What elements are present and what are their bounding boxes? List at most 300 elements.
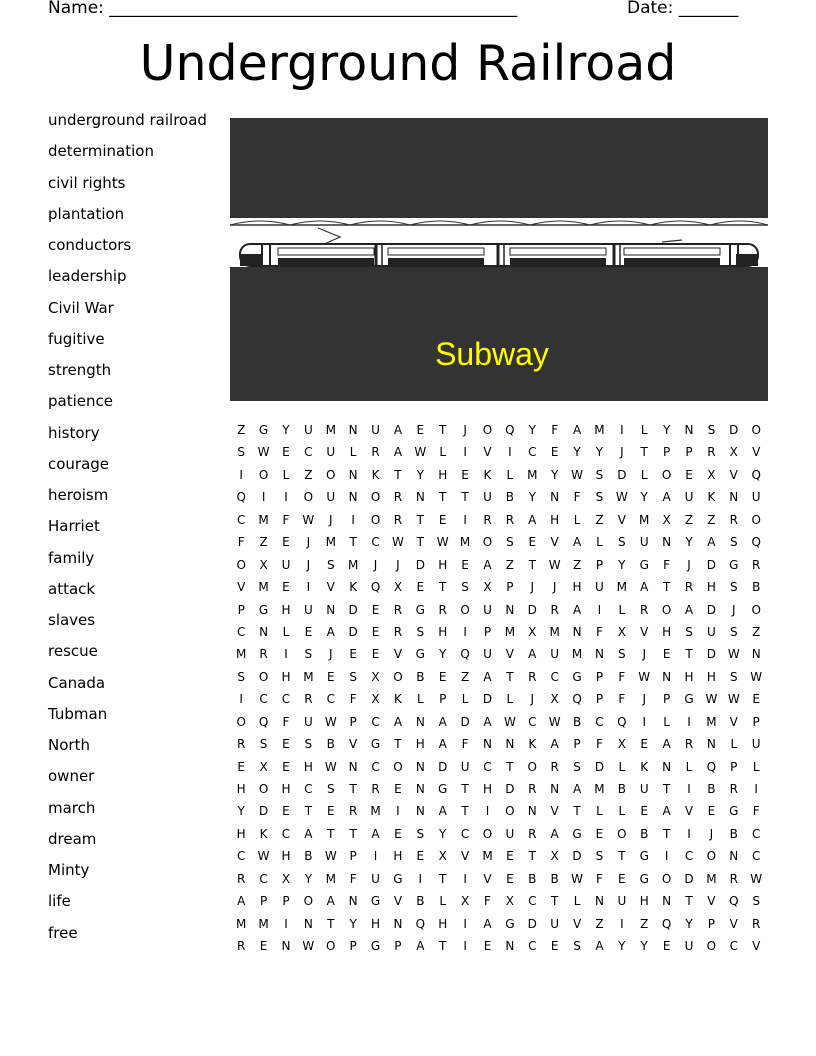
grid-letter[interactable]: E — [282, 580, 290, 595]
grid-letter[interactable]: S — [237, 445, 245, 460]
grid-letter[interactable]: V — [640, 624, 649, 639]
grid-letter[interactable]: J — [642, 647, 646, 662]
grid-letter[interactable]: Z — [237, 423, 246, 437]
grid-letter[interactable]: C — [483, 759, 492, 774]
grid-letter[interactable]: R — [505, 512, 515, 527]
grid-letter[interactable]: Z — [259, 535, 268, 550]
grid-letter[interactable]: K — [483, 467, 492, 482]
grid-letter[interactable]: E — [282, 535, 290, 550]
grid-letter[interactable]: U — [326, 445, 336, 460]
grid-letter[interactable]: U — [684, 939, 694, 954]
grid-letter[interactable]: M — [571, 647, 583, 662]
grid-letter[interactable]: L — [461, 692, 469, 707]
grid-letter[interactable]: J — [530, 580, 535, 595]
grid-letter[interactable]: M — [549, 624, 560, 639]
grid-letter[interactable]: S — [237, 669, 245, 684]
grid-letter[interactable]: M — [639, 512, 650, 527]
grid-letter[interactable]: Q — [572, 692, 582, 707]
grid-letter[interactable]: S — [595, 849, 604, 864]
grid-letter[interactable]: X — [259, 759, 268, 774]
grid-letter[interactable]: N — [505, 737, 515, 752]
grid-letter[interactable]: E — [282, 804, 290, 819]
grid-letter[interactable]: E — [304, 624, 313, 639]
grid-letter[interactable]: Y — [237, 804, 245, 819]
grid-letter[interactable]: N — [550, 782, 560, 796]
grid-letter[interactable]: D — [415, 557, 425, 572]
grid-letter[interactable]: F — [618, 669, 626, 684]
grid-letter[interactable]: S — [729, 624, 738, 639]
grid-letter[interactable]: R — [304, 692, 313, 707]
grid-letter[interactable]: P — [730, 759, 738, 774]
grid-letter[interactable]: X — [281, 871, 291, 886]
grid-letter[interactable]: V — [393, 647, 403, 662]
grid-letter[interactable]: F — [551, 423, 559, 437]
grid-letter[interactable]: E — [483, 939, 492, 954]
grid-letter[interactable]: A — [438, 714, 447, 729]
grid-letter[interactable]: H — [438, 467, 448, 482]
grid-letter[interactable]: U — [505, 826, 515, 841]
grid-letter[interactable]: Y — [618, 557, 626, 572]
grid-letter[interactable]: B — [572, 714, 582, 729]
grid-letter[interactable]: F — [595, 737, 603, 752]
grid-letter[interactable]: Q — [706, 759, 717, 774]
grid-letter[interactable]: O — [661, 467, 672, 482]
grid-letter[interactable]: C — [528, 714, 537, 729]
grid-letter[interactable]: H — [438, 557, 448, 572]
grid-letter[interactable]: K — [349, 580, 358, 595]
grid-letter[interactable]: U — [639, 535, 649, 550]
grid-letter[interactable]: D — [438, 759, 448, 774]
grid-letter[interactable]: A — [237, 894, 246, 909]
grid-letter[interactable]: M — [527, 467, 538, 482]
grid-letter[interactable]: L — [596, 535, 603, 550]
grid-letter[interactable]: J — [328, 647, 333, 662]
grid-letter[interactable]: Y — [573, 445, 581, 460]
grid-letter[interactable]: X — [438, 849, 447, 864]
grid-letter[interactable]: H — [236, 826, 246, 841]
grid-letter[interactable]: H — [438, 916, 448, 931]
grid-letter[interactable]: L — [752, 759, 760, 774]
grid-letter[interactable]: W — [615, 490, 628, 505]
grid-letter[interactable]: M — [303, 669, 314, 684]
grid-letter[interactable]: R — [528, 782, 537, 796]
grid-letter[interactable]: E — [662, 647, 671, 662]
grid-letter[interactable]: P — [595, 557, 604, 572]
grid-letter[interactable]: O — [370, 512, 381, 527]
grid-letter[interactable]: C — [595, 714, 604, 729]
grid-letter[interactable]: O — [258, 467, 269, 482]
grid-letter[interactable]: R — [640, 602, 649, 617]
grid-letter[interactable]: V — [550, 535, 559, 550]
grid-letter[interactable]: R — [528, 669, 537, 684]
grid-letter[interactable]: T — [304, 804, 313, 819]
grid-letter[interactable]: T — [349, 826, 357, 841]
grid-letter[interactable]: E — [394, 782, 402, 796]
grid-letter[interactable]: L — [439, 445, 447, 460]
grid-letter[interactable]: X — [707, 467, 716, 482]
grid-letter[interactable]: N — [594, 894, 604, 909]
grid-letter[interactable]: V — [483, 445, 492, 460]
grid-letter[interactable]: P — [506, 580, 514, 595]
grid-letter[interactable]: R — [752, 557, 761, 572]
grid-letter[interactable]: S — [506, 535, 514, 550]
grid-letter[interactable]: T — [506, 759, 514, 774]
grid-letter[interactable]: I — [463, 624, 467, 639]
grid-letter[interactable]: I — [463, 871, 467, 886]
grid-letter[interactable]: Q — [729, 894, 739, 909]
grid-letter[interactable]: F — [618, 692, 626, 707]
grid-letter[interactable]: N — [348, 490, 358, 505]
grid-letter[interactable]: X — [550, 692, 559, 707]
grid-letter[interactable]: R — [550, 759, 559, 774]
grid-letter[interactable]: E — [371, 602, 380, 617]
grid-letter[interactable]: Z — [460, 669, 470, 684]
grid-letter[interactable]: N — [415, 714, 425, 729]
grid-letter[interactable]: N — [751, 647, 761, 662]
grid-letter[interactable]: E — [685, 467, 693, 482]
grid-letter[interactable]: H — [281, 669, 291, 684]
grid-letter[interactable]: Y — [349, 916, 357, 931]
grid-letter[interactable]: E — [550, 939, 559, 954]
grid-letter[interactable]: T — [685, 647, 693, 662]
grid-letter[interactable]: T — [461, 490, 469, 505]
grid-letter[interactable]: I — [239, 467, 243, 482]
grid-letter[interactable]: G — [258, 423, 269, 437]
grid-letter[interactable]: C — [237, 849, 246, 864]
grid-letter[interactable]: O — [751, 423, 761, 437]
grid-letter[interactable]: T — [506, 669, 514, 684]
grid-letter[interactable]: M — [594, 782, 605, 796]
grid-letter[interactable]: F — [595, 871, 603, 886]
grid-letter[interactable]: V — [237, 580, 246, 595]
grid-letter[interactable]: A — [640, 580, 649, 595]
grid-letter[interactable]: D — [729, 423, 739, 437]
grid-letter[interactable]: M — [325, 871, 336, 886]
grid-letter[interactable]: I — [687, 826, 691, 841]
grid-letter[interactable]: A — [326, 894, 335, 909]
grid-letter[interactable]: U — [303, 602, 313, 617]
grid-letter[interactable]: C — [371, 759, 380, 774]
grid-letter[interactable]: E — [438, 669, 447, 684]
grid-letter[interactable]: B — [505, 490, 514, 505]
grid-letter[interactable]: C — [460, 826, 470, 841]
grid-letter[interactable]: D — [527, 602, 537, 617]
grid-letter[interactable]: A — [483, 714, 492, 729]
grid-letter[interactable]: S — [416, 826, 425, 841]
grid-letter[interactable]: T — [662, 580, 671, 595]
grid-letter[interactable]: E — [506, 849, 514, 864]
grid-letter[interactable]: I — [642, 714, 646, 729]
grid-letter[interactable]: O — [460, 602, 470, 617]
grid-letter[interactable]: D — [684, 871, 694, 886]
grid-letter[interactable]: G — [258, 602, 269, 617]
grid-letter[interactable]: I — [664, 849, 669, 864]
grid-letter[interactable]: G — [639, 871, 649, 886]
grid-letter[interactable]: M — [616, 580, 628, 595]
grid-letter[interactable]: Q — [751, 467, 761, 482]
grid-letter[interactable]: H — [662, 624, 672, 639]
grid-letter[interactable]: A — [393, 423, 403, 437]
grid-letter[interactable]: A — [483, 557, 492, 572]
grid-letter[interactable]: Z — [640, 916, 649, 931]
grid-letter[interactable]: B — [416, 669, 425, 684]
grid-letter[interactable]: T — [349, 535, 357, 550]
grid-letter[interactable]: R — [237, 737, 246, 752]
grid-letter[interactable]: L — [282, 624, 290, 639]
grid-letter[interactable]: X — [483, 580, 492, 595]
grid-letter[interactable]: A — [528, 512, 537, 527]
grid-letter[interactable]: I — [687, 714, 691, 729]
grid-letter[interactable]: H — [639, 894, 649, 909]
grid-letter[interactable]: D — [348, 624, 358, 639]
grid-letter[interactable]: U — [639, 782, 649, 796]
grid-letter[interactable]: U — [371, 871, 380, 886]
grid-letter[interactable]: W — [638, 669, 651, 684]
grid-letter[interactable]: D — [460, 714, 470, 729]
grid-letter[interactable]: H — [393, 849, 403, 864]
grid-letter[interactable]: W — [324, 849, 337, 864]
grid-letter[interactable]: B — [707, 782, 716, 796]
grid-letter[interactable]: Z — [304, 467, 313, 482]
grid-letter[interactable]: N — [415, 804, 425, 819]
grid-letter[interactable]: D — [617, 467, 627, 482]
grid-letter[interactable]: B — [752, 580, 761, 595]
grid-letter[interactable]: J — [328, 512, 333, 527]
grid-letter[interactable]: S — [349, 669, 357, 684]
grid-letter[interactable]: Y — [439, 647, 447, 662]
grid-letter[interactable]: V — [460, 849, 470, 864]
grid-letter[interactable]: T — [685, 894, 693, 909]
grid-letter[interactable]: Z — [505, 557, 514, 572]
grid-letter[interactable]: G — [415, 647, 425, 662]
grid-letter[interactable]: A — [550, 737, 559, 752]
grid-letter[interactable]: S — [685, 624, 693, 639]
grid-letter[interactable]: N — [662, 759, 672, 774]
grid-letter[interactable]: J — [552, 580, 557, 595]
grid-letter[interactable]: N — [393, 916, 403, 931]
grid-letter[interactable]: T — [640, 445, 648, 460]
grid-letter[interactable]: U — [707, 624, 716, 639]
grid-letter[interactable]: M — [325, 535, 336, 550]
grid-letter[interactable]: V — [729, 916, 738, 931]
grid-letter[interactable]: S — [729, 535, 738, 550]
grid-letter[interactable]: O — [258, 669, 269, 684]
grid-letter[interactable]: I — [463, 512, 467, 527]
grid-letter[interactable]: J — [620, 445, 624, 460]
grid-letter[interactable]: H — [438, 624, 448, 639]
grid-letter[interactable]: W — [324, 759, 337, 774]
grid-letter[interactable]: T — [461, 804, 469, 819]
grid-letter[interactable]: U — [460, 759, 470, 774]
grid-letter[interactable]: V — [572, 916, 582, 931]
grid-letter[interactable]: Y — [282, 423, 290, 437]
grid-letter[interactable]: E — [259, 939, 268, 954]
grid-letter[interactable]: B — [729, 826, 738, 841]
grid-letter[interactable]: H — [415, 737, 425, 752]
grid-letter[interactable]: R — [393, 624, 403, 639]
grid-letter[interactable]: T — [416, 512, 424, 527]
grid-letter[interactable]: V — [617, 512, 626, 527]
grid-letter[interactable]: E — [237, 759, 245, 774]
grid-letter[interactable]: G — [370, 737, 381, 752]
grid-letter[interactable]: U — [684, 490, 694, 505]
grid-letter[interactable]: F — [484, 894, 491, 909]
grid-letter[interactable]: H — [303, 759, 313, 774]
grid-letter[interactable]: I — [284, 916, 288, 931]
grid-letter[interactable]: L — [506, 467, 514, 482]
grid-letter[interactable]: I — [373, 849, 378, 864]
grid-letter[interactable]: B — [528, 871, 537, 886]
grid-letter[interactable]: E — [326, 669, 335, 684]
grid-letter[interactable]: M — [258, 916, 269, 931]
grid-letter[interactable]: O — [706, 939, 717, 954]
grid-letter[interactable]: I — [687, 782, 691, 796]
grid-letter[interactable]: M — [706, 871, 717, 886]
grid-letter[interactable]: T — [349, 782, 357, 796]
grid-letter[interactable]: W — [750, 871, 763, 886]
grid-letter[interactable]: X — [617, 737, 626, 752]
grid-letter[interactable]: O — [258, 782, 269, 796]
grid-letter[interactable]: P — [707, 916, 716, 931]
grid-letter[interactable]: C — [371, 714, 380, 729]
grid-letter[interactable]: E — [349, 647, 357, 662]
grid-letter[interactable]: X — [460, 894, 470, 909]
name-field-line[interactable]: Name: ________________________________________________ — [48, 0, 518, 18]
grid-letter[interactable]: N — [326, 602, 336, 617]
grid-letter[interactable]: O — [393, 669, 403, 684]
grid-letter[interactable]: A — [528, 647, 537, 662]
grid-letter[interactable]: G — [370, 894, 381, 909]
grid-letter[interactable]: Y — [416, 467, 424, 482]
grid-letter[interactable]: N — [729, 849, 739, 864]
grid-letter[interactable]: V — [349, 737, 358, 752]
grid-letter[interactable]: X — [729, 445, 738, 460]
grid-letter[interactable]: T — [528, 849, 536, 864]
grid-letter[interactable]: E — [640, 737, 649, 752]
grid-letter[interactable]: N — [729, 490, 739, 505]
grid-letter[interactable]: R — [393, 602, 403, 617]
grid-letter[interactable]: A — [572, 782, 582, 796]
grid-letter[interactable]: E — [326, 804, 335, 819]
grid-letter[interactable]: L — [663, 714, 670, 729]
grid-letter[interactable]: N — [348, 759, 358, 774]
grid-letter[interactable]: A — [438, 737, 447, 752]
grid-letter[interactable]: N — [684, 423, 694, 437]
grid-letter[interactable]: E — [371, 624, 380, 639]
grid-letter[interactable]: J — [687, 557, 691, 572]
grid-letter[interactable]: G — [729, 557, 739, 572]
grid-letter[interactable]: M — [459, 535, 471, 550]
grid-letter[interactable]: B — [416, 894, 425, 909]
grid-letter[interactable]: R — [483, 512, 492, 527]
grid-letter[interactable]: U — [303, 423, 313, 437]
grid-letter[interactable]: P — [573, 737, 581, 752]
grid-letter[interactable]: N — [594, 647, 604, 662]
grid-letter[interactable]: E — [506, 871, 514, 886]
grid-letter[interactable]: Y — [595, 445, 604, 460]
grid-letter[interactable]: C — [281, 692, 291, 707]
grid-letter[interactable]: N — [483, 737, 492, 752]
grid-letter[interactable]: R — [528, 826, 537, 841]
grid-letter[interactable]: V — [684, 804, 694, 819]
grid-letter[interactable]: K — [707, 490, 716, 505]
grid-letter[interactable]: P — [282, 894, 290, 909]
grid-letter[interactable]: K — [371, 467, 380, 482]
grid-letter[interactable]: H — [236, 782, 246, 796]
grid-letter[interactable]: N — [706, 737, 716, 752]
grid-letter[interactable]: G — [438, 782, 448, 796]
grid-letter[interactable]: O — [393, 759, 403, 774]
grid-letter[interactable]: G — [505, 916, 515, 931]
grid-letter[interactable]: E — [416, 849, 425, 864]
grid-letter[interactable]: H — [281, 782, 291, 796]
grid-letter[interactable]: Z — [595, 916, 604, 931]
grid-letter[interactable]: F — [282, 714, 290, 729]
grid-letter[interactable]: L — [640, 423, 648, 437]
grid-letter[interactable]: H — [706, 580, 716, 595]
grid-letter[interactable]: W — [548, 557, 561, 572]
grid-letter[interactable]: P — [237, 602, 245, 617]
grid-letter[interactable]: I — [463, 445, 467, 460]
grid-letter[interactable]: C — [259, 871, 268, 886]
grid-letter[interactable]: P — [394, 939, 402, 954]
grid-letter[interactable]: Z — [572, 557, 582, 572]
grid-letter[interactable]: O — [527, 759, 537, 774]
grid-letter[interactable]: C — [304, 782, 313, 796]
grid-letter[interactable]: W — [750, 669, 763, 684]
grid-letter[interactable]: A — [595, 939, 604, 954]
grid-letter[interactable]: T — [439, 580, 447, 595]
grid-letter[interactable]: L — [618, 804, 626, 819]
grid-letter[interactable]: O — [326, 939, 336, 954]
grid-letter[interactable]: F — [573, 490, 581, 505]
grid-letter[interactable]: S — [461, 580, 469, 595]
grid-letter[interactable]: O — [482, 423, 493, 437]
grid-letter[interactable]: X — [617, 624, 626, 639]
grid-letter[interactable]: L — [439, 894, 447, 909]
grid-letter[interactable]: I — [261, 490, 266, 505]
grid-letter[interactable]: T — [618, 849, 626, 864]
grid-letter[interactable]: N — [505, 602, 515, 617]
grid-letter[interactable]: U — [371, 423, 380, 437]
grid-letter[interactable]: H — [706, 669, 716, 684]
grid-letter[interactable]: Y — [439, 826, 447, 841]
grid-letter[interactable]: Q — [661, 916, 672, 931]
grid-letter[interactable]: D — [706, 602, 717, 617]
grid-letter[interactable]: O — [751, 512, 761, 527]
grid-letter[interactable]: X — [550, 849, 559, 864]
grid-letter[interactable]: D — [482, 692, 493, 707]
grid-letter[interactable]: Y — [528, 490, 536, 505]
grid-letter[interactable]: R — [707, 445, 716, 460]
grid-letter[interactable]: B — [640, 826, 649, 841]
grid-letter[interactable]: R — [393, 512, 403, 527]
grid-letter[interactable]: O — [482, 826, 493, 841]
grid-letter[interactable]: Q — [751, 535, 761, 550]
grid-letter[interactable]: P — [595, 692, 604, 707]
grid-letter[interactable]: D — [505, 782, 515, 796]
grid-letter[interactable]: S — [326, 782, 335, 796]
grid-letter[interactable]: L — [573, 894, 581, 909]
grid-letter[interactable]: K — [528, 737, 537, 752]
grid-letter[interactable]: C — [528, 445, 537, 460]
grid-letter[interactable]: C — [371, 535, 380, 550]
grid-letter[interactable]: L — [349, 445, 357, 460]
grid-letter[interactable]: O — [617, 826, 627, 841]
grid-letter[interactable]: S — [416, 624, 425, 639]
grid-letter[interactable]: A — [572, 535, 582, 550]
grid-letter[interactable]: R — [393, 490, 403, 505]
